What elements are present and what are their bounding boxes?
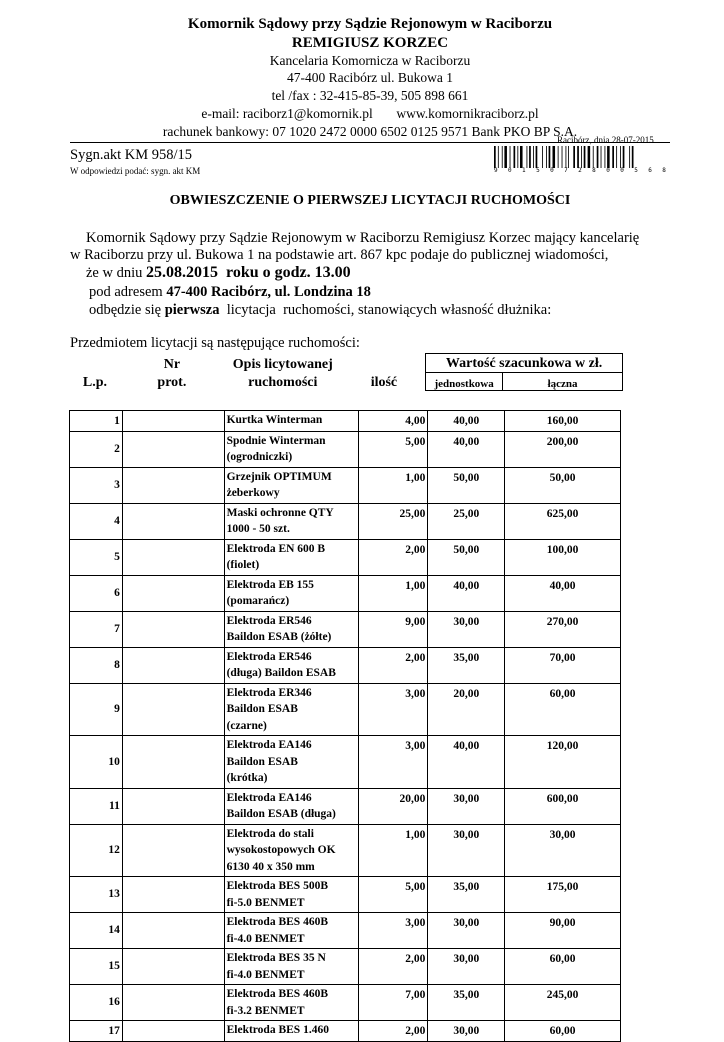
row-unit-value: 40,00 [428, 431, 505, 467]
reply-note: W odpowiedzi podać: sygn. akt KM [70, 166, 201, 176]
items-table-header [69, 353, 623, 391]
row-description-line: Elektroda BES 1.460 [226, 1024, 329, 1036]
row-protocol-number [122, 913, 224, 949]
row-description-line: Elektroda BES 460B [226, 988, 328, 1000]
auction-date-line [86, 264, 351, 282]
row-quantity: 20,00 [359, 788, 428, 824]
row-lp: 6 [70, 575, 123, 611]
row-description [224, 411, 359, 432]
row-total-value: 60,00 [505, 949, 621, 985]
row-protocol-number [122, 985, 224, 1021]
row-description-line: 6130 40 x 350 mm [226, 860, 315, 873]
address-prefix: pod adresem [89, 284, 167, 300]
row-quantity: 2,00 [359, 1021, 428, 1042]
row-description-line: Spodnie Winterman [226, 434, 326, 447]
row-unit-value: 30,00 [428, 1021, 505, 1042]
row-description [224, 539, 359, 575]
table-row [70, 539, 621, 575]
header-description-bottom: ruchomości [248, 374, 318, 390]
row-total-value: 120,00 [505, 736, 621, 789]
row-unit-value: 35,00 [428, 877, 505, 913]
row-quantity: 1,00 [359, 824, 428, 877]
row-description-line: Elektroda EN 600 B [226, 542, 326, 555]
row-quantity: 2,00 [359, 647, 428, 683]
row-description [224, 647, 359, 683]
table-row [70, 411, 621, 432]
row-description-line: Baildon ESAB [226, 703, 298, 715]
row-description-line: (krótka) [226, 772, 268, 784]
table-row [70, 611, 621, 647]
row-description-line: Elektroda EA146 [226, 791, 312, 804]
row-unit-value: 25,00 [428, 503, 505, 539]
table-row [70, 647, 621, 683]
table-row [70, 985, 621, 1021]
row-description-line: (czarne) [226, 719, 267, 732]
row-description-line: Elektroda ER546 [226, 614, 312, 627]
row-total-value: 50,00 [505, 467, 621, 503]
row-description [224, 913, 359, 949]
row-protocol-number [122, 683, 224, 736]
row-total-value: 600,00 [505, 788, 621, 824]
row-total-value: 70,00 [505, 647, 621, 683]
row-description-line: Elektroda ER346 [226, 686, 312, 699]
row-lp: 14 [70, 913, 123, 949]
barcode [494, 146, 672, 168]
document-title: OBWIESZCZENIE O PIERWSZEJ LICYTACJI RUCHOMOŚCI [169, 193, 571, 208]
row-protocol-number [122, 824, 224, 877]
row-description [224, 824, 359, 877]
header-estimated-value: Wartość szacunkowa w zł. [426, 354, 623, 373]
row-protocol-number [122, 611, 224, 647]
table-row [70, 736, 621, 789]
office-name: Kancelaria Komornicza w Raciborzu [269, 53, 471, 68]
header-description-top: Opis licytowanej [232, 356, 333, 372]
row-description-line: 1000 - 50 szt. [226, 523, 290, 535]
row-unit-value: 50,00 [428, 467, 505, 503]
row-description-line: żeberkowy [226, 487, 280, 499]
header-nr: Nr [163, 356, 181, 372]
row-protocol-number [122, 877, 224, 913]
row-quantity: 5,00 [359, 431, 428, 467]
table-row [70, 877, 621, 913]
row-lp: 15 [70, 949, 123, 985]
case-number: Sygn.akt KM 958/15 [70, 147, 193, 163]
row-description-line: Baildon ESAB [226, 755, 298, 768]
bailiff-office-title: Komornik Sądowy przy Sądzie Rejonowym w Raciborzu [187, 16, 553, 32]
row-description-line: (pomarańcz) [226, 595, 290, 607]
row-description-line: Elektroda BES 500B [226, 880, 328, 892]
row-protocol-number [122, 736, 224, 789]
row-unit-value: 30,00 [428, 913, 505, 949]
row-description [224, 985, 359, 1021]
row-total-value: 90,00 [505, 913, 621, 949]
row-description [224, 736, 359, 789]
row-lp: 1 [70, 411, 123, 432]
items-intro: Przedmiotem licytacji są następujące ruchomości: [70, 335, 360, 351]
table-row [70, 913, 621, 949]
header-lp: L.p. [82, 374, 108, 390]
row-quantity: 9,00 [359, 611, 428, 647]
row-quantity: 3,00 [359, 683, 428, 736]
row-lp: 16 [70, 985, 123, 1021]
office-phone: tel /fax : 32-415-85-39, 505 898 661 [271, 88, 469, 103]
row-protocol-number [122, 431, 224, 467]
row-total-value: 160,00 [505, 411, 621, 432]
row-lp: 8 [70, 647, 123, 683]
barcode-number: 9 0 1 5 0 7 2 8 0 0 5 6 8 [494, 167, 670, 174]
table-row [70, 788, 621, 824]
row-lp: 9 [70, 683, 123, 736]
office-email-web: e-mail: raciborz1@komornik.pl www.komornikraciborz.pl [201, 106, 539, 121]
row-lp: 7 [70, 611, 123, 647]
row-description-line: Baildon ESAB (długa) [226, 808, 336, 820]
row-total-value: 175,00 [505, 877, 621, 913]
row-protocol-number [122, 647, 224, 683]
row-unit-value: 30,00 [428, 611, 505, 647]
table-row [70, 824, 621, 877]
row-quantity: 25,00 [359, 503, 428, 539]
row-lp: 2 [70, 431, 123, 467]
row-unit-value: 40,00 [428, 575, 505, 611]
row-protocol-number [122, 788, 224, 824]
row-lp: 3 [70, 467, 123, 503]
row-lp: 17 [70, 1021, 123, 1042]
row-unit-value: 50,00 [428, 539, 505, 575]
row-description-line: Kurtka Winterman [226, 414, 323, 426]
row-description-line: Elektroda BES 35 N [226, 952, 326, 964]
auction-address-line [89, 284, 371, 301]
auction-type-suffix: licytacja ruchomości, stanowiących własność dłużnika: [219, 302, 552, 318]
row-description-line: fi-3.2 BENMET [226, 1004, 305, 1017]
auction-type: pierwsza [164, 302, 220, 318]
row-quantity: 4,00 [359, 411, 428, 432]
row-protocol-number [122, 503, 224, 539]
row-description-line: (fiolet) [226, 559, 260, 571]
row-unit-value: 30,00 [428, 824, 505, 877]
auction-date: 25.08.2015 roku o godz. 13.00 [146, 264, 351, 281]
header-protocol: prot. [157, 374, 187, 390]
row-description-line: Elektroda EB 155 [226, 578, 314, 591]
row-protocol-number [122, 467, 224, 503]
row-description-line: Elektroda do stali [226, 827, 314, 840]
row-unit-value: 40,00 [428, 736, 505, 789]
row-description-line: Elektroda EA146 [226, 739, 312, 751]
row-description [224, 503, 359, 539]
row-total-value: 60,00 [505, 1021, 621, 1042]
row-total-value: 625,00 [505, 503, 621, 539]
row-quantity: 5,00 [359, 877, 428, 913]
row-description-line: wysokostopowych OK [226, 844, 336, 856]
row-description [224, 788, 359, 824]
row-description-line: (ogrodniczki) [226, 451, 293, 463]
row-protocol-number [122, 539, 224, 575]
row-quantity: 2,00 [359, 949, 428, 985]
auction-type-prefix: odbędzie się [89, 302, 165, 318]
row-unit-value: 20,00 [428, 683, 505, 736]
items-table [69, 410, 621, 1042]
row-quantity: 3,00 [359, 913, 428, 949]
auction-address: 47-400 Racibórz, ul. Londzina 18 [166, 284, 371, 300]
office-bank-account: rachunek bankowy: 07 1020 2472 0000 6502 0125 9571 Bank PKO BP S.A. [162, 124, 578, 139]
row-description-line: fi-4.0 BENMET [226, 968, 305, 981]
table-row [70, 683, 621, 736]
row-quantity: 2,00 [359, 539, 428, 575]
bailiff-name: REMIGIUSZ KORZEC [291, 35, 449, 51]
row-description-line: fi-5.0 BENMET [226, 896, 305, 909]
row-lp: 10 [70, 736, 123, 789]
row-lp: 13 [70, 877, 123, 913]
row-total-value: 40,00 [505, 575, 621, 611]
date-prefix: że w dniu [86, 265, 146, 281]
intro-line-2: w Raciborzu przy ul. Bukowa 1 na podstawie art. 867 kpc podaje do publicznej wiadomości, [70, 247, 609, 263]
row-description-line: Maski ochronne QTY [226, 506, 334, 519]
table-row [70, 503, 621, 539]
row-unit-value: 40,00 [428, 411, 505, 432]
row-total-value: 60,00 [505, 683, 621, 736]
row-description-line: Grzejnik OPTIMUM [226, 470, 332, 483]
row-description [224, 575, 359, 611]
row-quantity: 3,00 [359, 736, 428, 789]
row-total-value: 100,00 [505, 539, 621, 575]
row-lp: 4 [70, 503, 123, 539]
row-description-line: Elektroda BES 460B [226, 916, 328, 928]
row-unit-value: 35,00 [428, 647, 505, 683]
row-description [224, 467, 359, 503]
row-total-value: 245,00 [505, 985, 621, 1021]
row-total-value: 270,00 [505, 611, 621, 647]
table-row [70, 575, 621, 611]
place-date: Racibórz, dnia 28-07-2015 [557, 135, 654, 145]
row-lp: 11 [70, 788, 123, 824]
row-total-value: 200,00 [505, 431, 621, 467]
header-total-value: łączna [503, 373, 623, 391]
row-description-line: fi-4.0 BENMET [226, 932, 305, 945]
header-unit-value: jednostkowa [426, 373, 503, 391]
row-protocol-number [122, 949, 224, 985]
row-unit-value: 30,00 [428, 788, 505, 824]
row-quantity: 1,00 [359, 575, 428, 611]
row-lp: 5 [70, 539, 123, 575]
table-row [70, 431, 621, 467]
header-quantity: ilość [370, 374, 398, 390]
table-row [70, 949, 621, 985]
row-description-line: Elektroda ER546 [226, 650, 312, 663]
row-description [224, 949, 359, 985]
row-description [224, 683, 359, 736]
row-description-line: Baildon ESAB (żółte) [226, 631, 332, 643]
row-description [224, 611, 359, 647]
row-description [224, 431, 359, 467]
office-address: 47-400 Racibórz ul. Bukowa 1 [286, 70, 454, 85]
row-quantity: 7,00 [359, 985, 428, 1021]
auction-type-line [89, 302, 551, 319]
row-quantity: 1,00 [359, 467, 428, 503]
row-description-line: (długa) Baildon ESAB [226, 667, 336, 679]
row-protocol-number [122, 411, 224, 432]
row-unit-value: 35,00 [428, 985, 505, 1021]
row-description [224, 877, 359, 913]
row-unit-value: 30,00 [428, 949, 505, 985]
row-total-value: 30,00 [505, 824, 621, 877]
row-lp: 12 [70, 824, 123, 877]
intro-line-1: Komornik Sądowy przy Sądzie Rejonowym w Raciborzu Remigiusz Korzec mający kancelarię [86, 230, 640, 246]
table-row [70, 467, 621, 503]
row-protocol-number [122, 575, 224, 611]
